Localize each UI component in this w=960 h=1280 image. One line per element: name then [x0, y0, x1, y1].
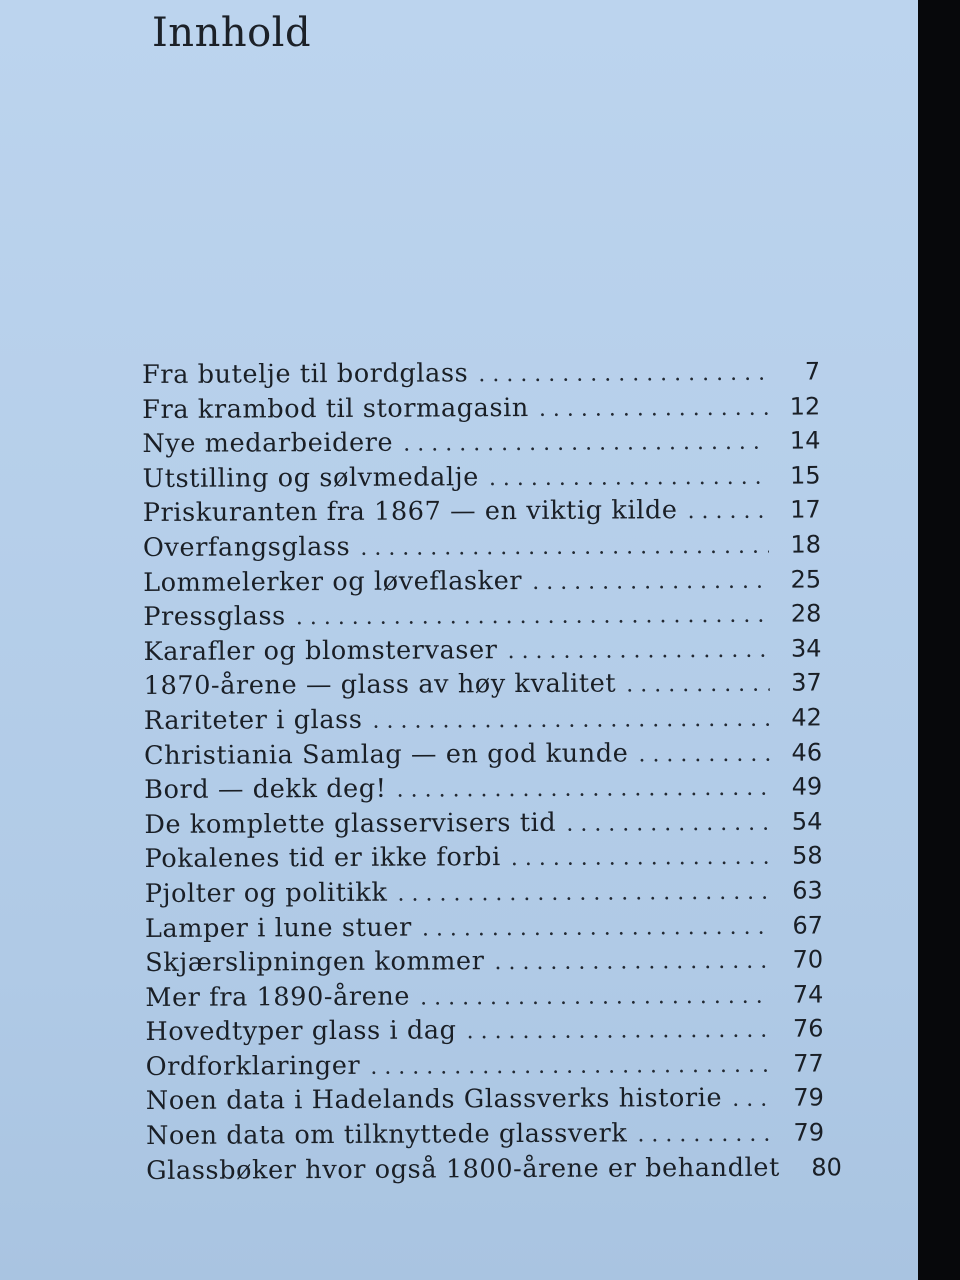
toc-entry-title: Pressglass [143, 601, 286, 633]
toc-entry-title: Skjærslipningen kommer [145, 946, 485, 979]
toc-entry [145, 1014, 823, 1052]
toc-entry-page-number: 34 [790, 634, 822, 663]
toc-entry-title: Pjolter og politikk [144, 877, 388, 909]
toc-entry-title: Glassbøker hvor også 1800-årene er behandlet [146, 1152, 780, 1186]
dot-leader [494, 949, 771, 975]
toc-entry-page-number: 80 [811, 1153, 842, 1182]
toc-entry-title: Karafler og blomstervaser [143, 634, 498, 667]
toc-entry-page-number: 18 [790, 530, 822, 559]
toc-entry-page-number: 15 [789, 461, 821, 490]
toc-entry [145, 910, 823, 948]
toc-entry-title: Utstilling og sølvmedalje [142, 462, 479, 494]
toc-entry [145, 841, 823, 879]
toc-entry-page-number: 77 [793, 1049, 824, 1078]
toc-entry [146, 1118, 824, 1156]
toc-entry-title: Lommelerker og løveflasker [143, 565, 523, 598]
toc-entry-title: 1870-årene — glass av høy kvalitet [143, 668, 617, 702]
toc-entry-page-number: 49 [791, 772, 823, 801]
toc-entry [144, 702, 822, 740]
toc-entry-title: Priskuranten fra 1867 — en viktig kilde [142, 495, 678, 529]
toc-entry [145, 945, 823, 983]
toc-entry [146, 1048, 824, 1086]
toc-entry-title: Fra butelje til bordglass [142, 358, 469, 390]
toc-entry-page-number: 63 [792, 876, 823, 905]
toc-entry-page-number: 25 [790, 565, 822, 594]
toc-entry [143, 633, 821, 671]
toc-entry-title: Nye medarbeidere [142, 427, 394, 460]
dot-leader [372, 707, 770, 734]
toc-entry-title: Ordforklaringer [145, 1050, 361, 1082]
dot-leader [626, 672, 770, 698]
toc-entry-page-number: 37 [791, 668, 822, 697]
toc-entry [144, 772, 822, 810]
toc-entry-page-number: 79 [793, 1118, 825, 1147]
dot-leader [732, 1087, 772, 1112]
toc-entry [142, 426, 820, 464]
toc-entry-page-number: 70 [792, 945, 824, 974]
dot-leader [511, 845, 771, 871]
toc-entry-page-number: 12 [789, 392, 821, 421]
toc-entry-title: Bord — dekk deg! [144, 773, 387, 806]
toc-entry-page-number: 58 [791, 841, 823, 870]
toc-entry-title: Christiania Samlag — en god kunde [143, 737, 629, 771]
toc-entry [143, 529, 821, 567]
dot-leader [420, 983, 771, 1010]
toc-entry [142, 356, 820, 394]
toc-entry-page-number: 28 [790, 599, 822, 628]
toc-entry [146, 1083, 824, 1121]
toc-entry [142, 391, 820, 429]
toc-entry [143, 599, 821, 637]
toc-entry-title: De komplette glasservisers tid [144, 807, 557, 840]
toc-entry-page-number: 76 [792, 1014, 824, 1043]
dot-leader [360, 534, 769, 561]
toc-entry [146, 1152, 842, 1190]
dot-leader [478, 361, 768, 388]
toc-entry [143, 460, 821, 498]
toc-entry-title: Rariteter i glass [143, 704, 363, 736]
dot-leader [422, 914, 771, 941]
dot-leader [397, 776, 771, 803]
dot-leader [370, 1053, 772, 1080]
dot-leader [638, 741, 770, 767]
toc-entry-page-number: 42 [791, 703, 822, 732]
dot-leader [637, 1122, 772, 1148]
toc-entry-page-number: 79 [793, 1083, 824, 1113]
toc-entry [145, 875, 823, 913]
page-edge-shadow [918, 0, 960, 1280]
toc-entry-title: Overfangsglass [142, 531, 351, 563]
toc-entry-title: Pokalenes tid er ikke forbi [144, 842, 501, 875]
toc-entry [144, 806, 822, 844]
toc-entry-page-number: 67 [792, 910, 824, 940]
toc-entry-page-number: 7 [804, 357, 821, 386]
toc-entry-page-number: 74 [792, 980, 824, 1009]
dot-leader [467, 1018, 772, 1045]
toc-entry [144, 737, 822, 775]
toc-entry [144, 668, 822, 706]
dot-leader [507, 637, 769, 663]
table-of-contents [142, 356, 842, 1190]
dot-leader [397, 880, 770, 907]
toc-entry-title: Noen data i Hadelands Glassverks historie [145, 1083, 723, 1117]
dot-leader [687, 499, 768, 524]
dot-leader [532, 568, 769, 594]
toc-entry-title: Lamper i lune stuer [144, 912, 412, 944]
toc-entry-title: Hovedtyper glass i dag [145, 1015, 457, 1048]
toc-entry-title: Mer fra 1890-årene [145, 981, 411, 1013]
toc-entry [143, 495, 821, 533]
dot-leader [489, 465, 769, 491]
dot-leader [403, 430, 768, 457]
toc-entry-page-number: 17 [790, 495, 821, 524]
contents-heading: Innhold [152, 10, 312, 56]
toc-entry-page-number: 54 [791, 807, 823, 836]
toc-entry-page-number: 46 [791, 737, 823, 767]
toc-entry-page-number: 14 [789, 426, 821, 455]
toc-entry [143, 564, 821, 602]
dot-leader [539, 395, 768, 421]
toc-entry-title: Fra krambod til stormagasin [142, 392, 529, 425]
dot-leader [566, 810, 770, 836]
toc-entry-title: Noen data om tilknyttede glassverk [145, 1118, 628, 1152]
toc-entry [145, 979, 823, 1017]
dot-leader [296, 603, 770, 630]
